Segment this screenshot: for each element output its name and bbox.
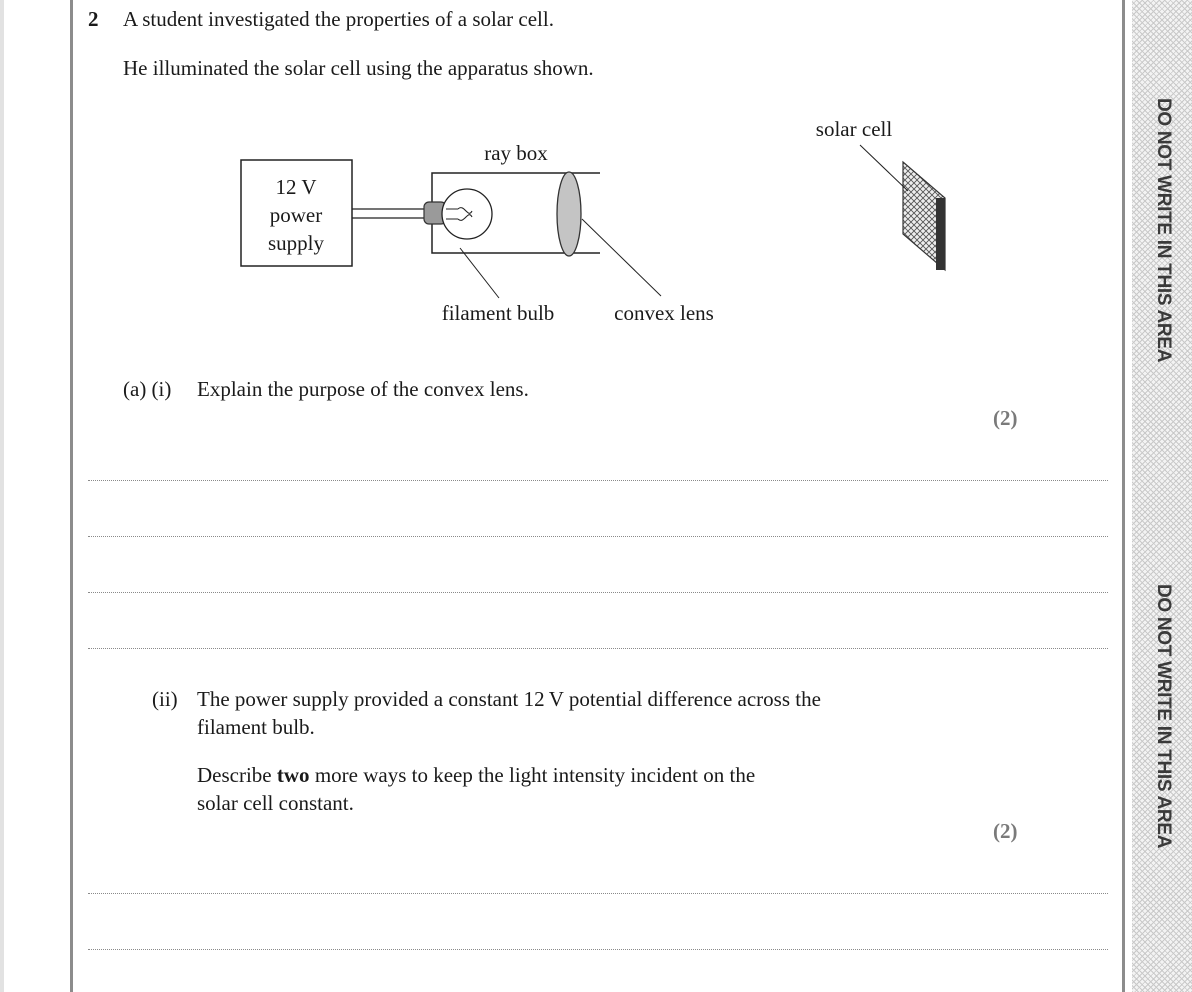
margin-warning-top: DO NOT WRITE IN THIS AREA <box>1153 97 1174 363</box>
answer-line-a-i-3[interactable] <box>88 592 1108 593</box>
power-supply-line-2: power <box>269 203 323 227</box>
margin-warning-bottom: DO NOT WRITE IN THIS AREA <box>1153 583 1174 849</box>
convex-lens-label: convex lens <box>614 301 714 325</box>
answer-line-a-ii-2[interactable] <box>88 949 1108 950</box>
convex-lens <box>557 172 581 256</box>
filament-bulb-label: filament bulb <box>441 301 555 325</box>
solar-cell-label: solar cell <box>815 117 893 141</box>
question-intro: A student investigated the properties of a solar cell. <box>123 7 554 31</box>
power-supply-line-3: supply <box>267 231 325 255</box>
filament-bulb <box>442 189 492 239</box>
solar-cell-edge <box>936 198 945 270</box>
ray-box-label: ray box <box>484 141 548 165</box>
answer-line-a-i-1[interactable] <box>88 480 1108 481</box>
right-margin-rule <box>1122 0 1125 992</box>
describe-after: more ways to keep the light intensity incident on the <box>309 763 756 787</box>
part-a-i-marks: (2) <box>993 406 1018 430</box>
answer-line-a-ii-1[interactable] <box>88 893 1108 894</box>
part-a-ii-line-1: The power supply provided a constant 12 V potential difference across the <box>197 687 821 711</box>
answer-line-a-i-4[interactable] <box>88 648 1108 649</box>
describe-bold-two: two <box>276 763 310 787</box>
apparatus-diagram <box>230 105 970 340</box>
describe-before: Describe <box>197 763 277 787</box>
power-supply-line-1: 12 V <box>275 175 317 199</box>
answer-line-a-i-2[interactable] <box>88 536 1108 537</box>
filament-bulb-leader <box>460 248 499 298</box>
part-a-ii-describe <box>197 762 755 788</box>
part-a-ii-line-4: solar cell constant. <box>197 791 354 815</box>
convex-lens-leader <box>582 219 661 296</box>
part-a-ii-marks: (2) <box>993 819 1018 843</box>
part-a-ii-label: (ii) <box>152 687 178 711</box>
part-a-ii-line-2: filament bulb. <box>197 715 315 739</box>
part-a-i-question: Explain the purpose of the convex lens. <box>197 377 529 401</box>
solar-cell-leader <box>860 145 908 191</box>
left-margin-rule <box>70 0 73 992</box>
question-setup: He illuminated the solar cell using the apparatus shown. <box>123 56 594 80</box>
page-left-edge <box>0 0 4 992</box>
part-a-i-label: (a) (i) <box>123 377 172 401</box>
question-number: 2 <box>88 7 99 31</box>
